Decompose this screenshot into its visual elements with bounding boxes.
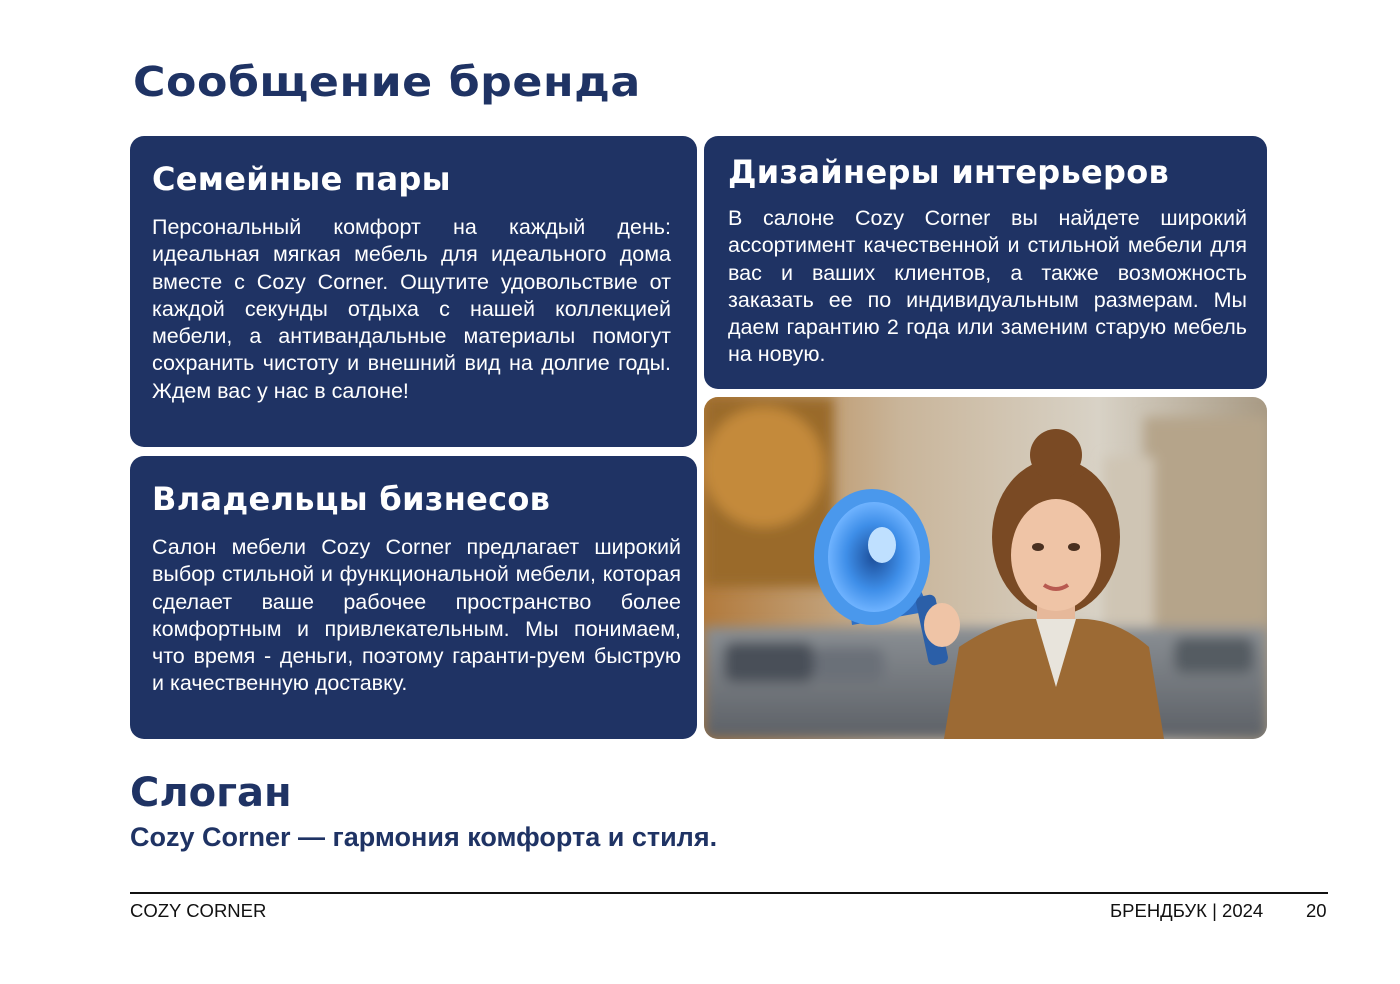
card-title: Дизайнеры интерьеров	[728, 153, 1170, 191]
slogan-title: Слоган	[130, 770, 292, 816]
card-text: В салоне Cozy Corner вы найдете широкий ассортимент качественной и стильной мебели для вас и ваших клиентов, а также возможность заказать ее по индивидуальным размерам. Мы даем гарантию 2 года или заменим старую мебель на новую.	[728, 206, 1247, 367]
card-title: Семейные пары	[152, 160, 451, 198]
card-business-owners	[130, 456, 697, 739]
card-interior-designers	[704, 136, 1267, 389]
footer-page-number: 20	[1306, 900, 1327, 921]
card-title: Владельцы бизнесов	[152, 480, 551, 518]
footer-brand: COZY CORNER	[130, 900, 267, 921]
slogan-text: Cozy Corner — гармония комфорта и стиля.	[130, 822, 718, 852]
footer-document-label: БРЕНДБУК | 2024	[1110, 900, 1264, 921]
page-title: Сообщение бренда	[133, 58, 641, 106]
footer-divider	[130, 892, 1328, 894]
card-text: Персональный комфорт на каждый день: идеальная мягкая мебель для идеального дома вместе с Cozy Corner. Ощутите удовольствие от каждой секунды отдыха с нашей коллекцией мебели, а антивандальные материалы помогут сохранить чистоту и внешний вид на долгие годы. Ждем вас у нас в салоне!	[152, 215, 671, 403]
card-text: Салон мебели Cozy Corner предлагает широкий выбор стильной и функциональной мебели, которая сделает ваше рабочее пространство более комфортным и привлекательным. Мы понимаем, что время - деньги, поэтому гаранти-руем быструю и качественную доставку.	[152, 535, 681, 696]
megaphone-woman-photo	[704, 397, 1267, 739]
card-family-couples	[130, 136, 697, 447]
